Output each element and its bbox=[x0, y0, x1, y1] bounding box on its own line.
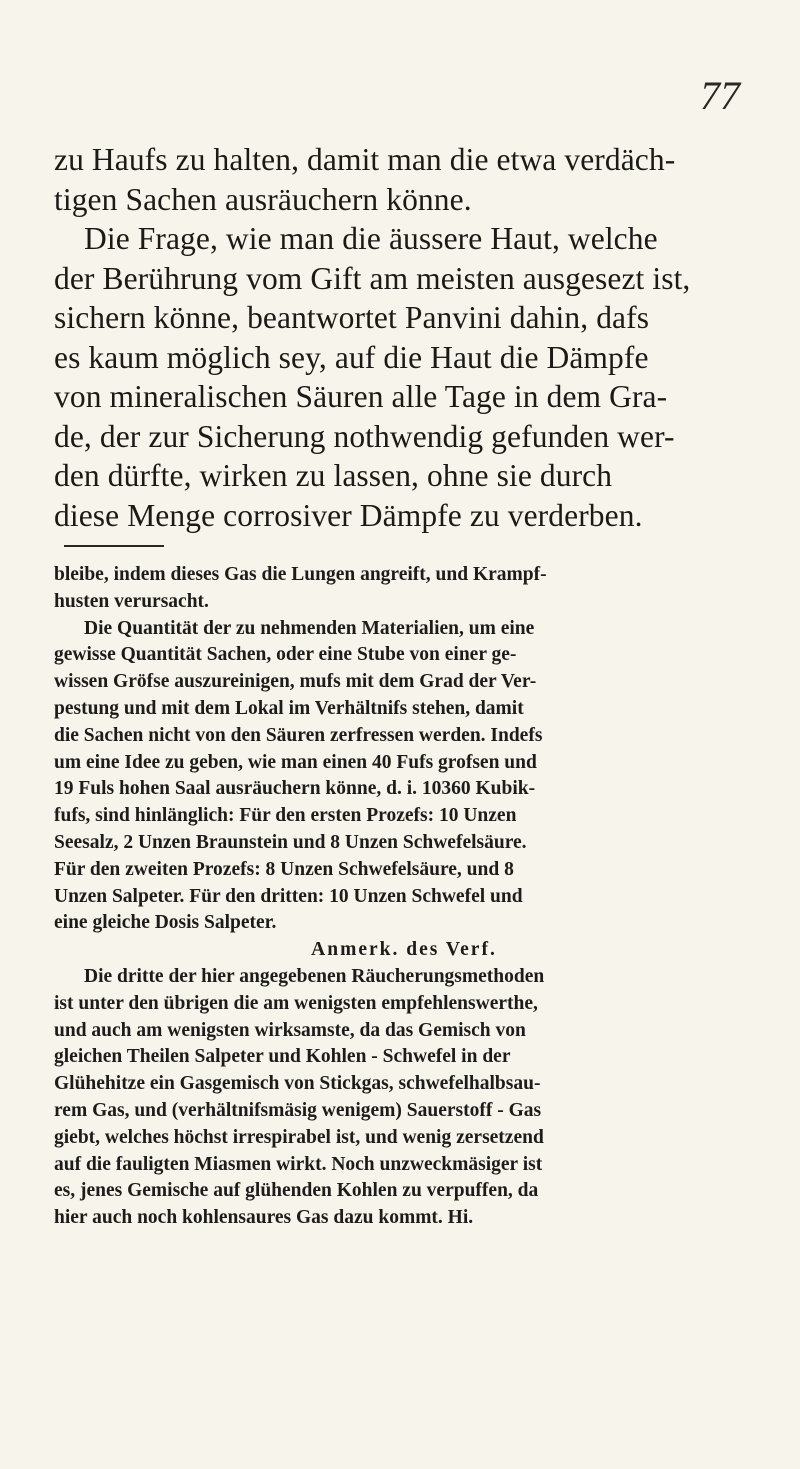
text-line: Die Frage, wie man die äussere Haut, welche bbox=[84, 221, 658, 256]
text-line: tigen Sachen ausräuchern könne. bbox=[54, 181, 472, 217]
footnote-line: die Sachen nicht von den Säuren zerfressen werden. Indefs bbox=[54, 724, 543, 746]
text-line: der Berührung vom Gift am meisten ausgesezt ist, bbox=[54, 260, 691, 296]
page-number: 77 bbox=[700, 73, 740, 118]
footnote-line: bleibe, indem dieses Gas die Lungen angreift, und Krampf- bbox=[54, 564, 547, 585]
text-line: sichern könne, beantwortet Panvini dahin, dafs bbox=[54, 300, 650, 335]
footnote-line: rem Gas, und (verhältnifsmäsig wenigem) Sauerstoff - Gas bbox=[54, 1099, 542, 1121]
footnote-divider bbox=[64, 545, 164, 547]
footnote bbox=[54, 562, 754, 1232]
footnote-line: Die dritte der hier angegebenen Räucherungsmethoden bbox=[84, 965, 545, 987]
footnote-line: gleichen Theilen Salpeter und Kohlen - Schwefel in der bbox=[54, 1046, 511, 1068]
text-line: zu Haufs zu halten, damit man die etwa verdäch- bbox=[54, 142, 676, 177]
text-line: de, der zur Sicherung nothwendig gefunden wer- bbox=[54, 418, 675, 454]
footnote-line: um eine Idee zu geben, wie man einen 40 Fufs grofsen und bbox=[54, 751, 537, 773]
text-line: von mineralischen Säuren alle Tage in dem Gra- bbox=[54, 379, 668, 414]
footnote-line: und auch am wenigsten wirksamste, da das Gemisch von bbox=[54, 1019, 526, 1041]
footnote-line: wissen Gröfse auszureinigen, mufs mit dem Grad der Ver- bbox=[54, 671, 537, 693]
footnote-line: Seesalz, 2 Unzen Braunstein und 8 Unzen Schwefelsäure. bbox=[54, 831, 527, 853]
footnote-line: ist unter den übrigen die am wenigsten empfehlenswerthe, bbox=[54, 992, 538, 1014]
footnote-line: Für den zweiten Prozefs: 8 Unzen Schwefelsäure, und 8 bbox=[54, 858, 514, 880]
text-line: diese Menge corrosiver Dämpfe zu verderben. bbox=[54, 497, 643, 533]
footnote-line: 19 Fuls hohen Saal ausräuchern könne, d. i. 10360 Kubik- bbox=[54, 778, 536, 800]
footnote-line: pestung und mit dem Lokal im Verhältnifs stehen, damit bbox=[54, 697, 524, 719]
footnote-line: giebt, welches höchst irrespirabel ist, und wenig zersetzend bbox=[54, 1126, 544, 1148]
text-line: den dürfte, wirken zu lassen, ohne sie durch bbox=[54, 458, 613, 493]
footnote-line: Die Quantität der zu nehmenden Materialien, um eine bbox=[84, 617, 535, 639]
footnote-line: es, jenes Gemische auf glühenden Kohlen zu verpuffen, da bbox=[54, 1180, 539, 1202]
footnote-line: fufs, sind hinlänglich: Für den ersten Prozefs: 10 Unzen bbox=[54, 805, 517, 827]
footnote-attribution: Anmerk. des Verf. bbox=[311, 939, 497, 961]
footnote-line: gewisse Quantität Sachen, oder eine Stube von einer ge- bbox=[54, 644, 517, 666]
footnote-line: Glühehitze ein Gasgemisch von Stickgas, schwefelhalbsau- bbox=[54, 1073, 541, 1095]
footnote-line: husten verursacht. bbox=[54, 590, 209, 612]
footnote-line: Unzen Salpeter. Für den dritten: 10 Unzen Schwefel und bbox=[54, 885, 523, 907]
main-text bbox=[54, 140, 744, 535]
footnote-line: eine gleiche Dosis Salpeter. bbox=[54, 912, 277, 934]
text-line: es kaum möglich sey, auf die Haut die Dämpfe bbox=[54, 339, 649, 375]
footnote-line: hier auch noch kohlensaures Gas dazu kommt. Hi. bbox=[54, 1207, 474, 1229]
footnote-line: auf die fauligten Miasmen wirkt. Noch unzweckmäsiger ist bbox=[54, 1153, 543, 1175]
